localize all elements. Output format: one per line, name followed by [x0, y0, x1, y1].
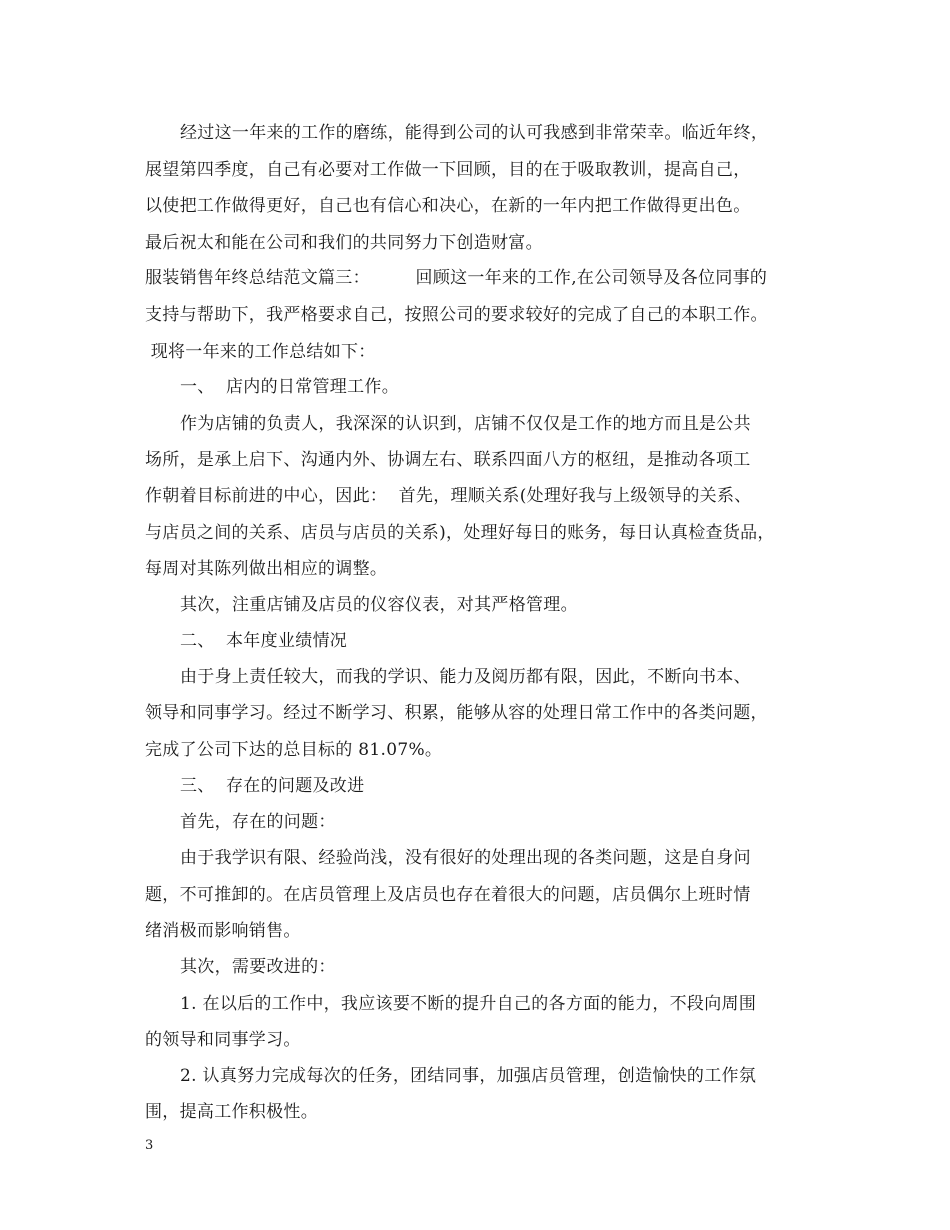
text-line: 以使把工作做得更好，自己也有信心和决心，在新的一年内把工作做得更出色。: [145, 196, 751, 216]
page-number: 3: [145, 1138, 154, 1153]
text-line: 由于身上责任较大，而我的学识、能力及阅历都有限，因此，不断向书本、: [180, 667, 751, 687]
text-line: 最后祝太和能在公司和我们的共同努力下创造财富。: [145, 233, 543, 253]
text-line: 围，提高工作积极性。: [145, 1102, 318, 1122]
text-line: 由于我学识有限、经验尚浅，没有很好的处理出现的各类问题，这是自身问: [180, 848, 751, 868]
text-line: 其次，需要改进的：: [180, 957, 336, 977]
text-line: 完成了公司下达的总目标的 81.07%。: [145, 740, 443, 760]
text-line: 其次，注重店铺及店员的仪容仪表，对其严格管理。: [180, 595, 578, 615]
text-line: 与店员之间的关系、店员与店员的关系)，处理好每日的账务，每日认真检查货品，: [145, 523, 775, 543]
text-line: 的领导和同事学习。: [145, 1030, 301, 1050]
text-line: 现将一年来的工作总结如下：: [145, 342, 376, 362]
text-line: 展望第四季度，自己有必要对工作做一下回顾，目的在于吸取教训，提高自己，: [145, 160, 751, 180]
text-line: 作朝着目标前进的中心，因此： 首先，理顺关系(处理好我与上级领导的关系、: [145, 486, 752, 506]
text-line: 首先，存在的问题：: [180, 812, 336, 832]
list-item: 2. 认真努力完成每次的任务，团结同事，加强店员管理，创造愉快的工作氛: [180, 1066, 757, 1086]
text-line: 题，不可推卸的。在店员管理上及店员也存在着很大的问题，店员偶尔上班时情: [145, 885, 751, 905]
text-line: 每周对其陈列做出相应的调整。: [145, 559, 388, 579]
text-line: 服装销售年终总结范文篇三： 回顾这一年来的工作,在公司领导及各位同事的: [145, 268, 768, 288]
text-line: 领导和同事学习。经过不断学习、积累，能够从容的处理日常工作中的各类问题，: [145, 703, 768, 723]
section-heading: 三、 存在的问题及改进: [180, 776, 365, 796]
section-heading: 一、 店内的日常管理工作。: [180, 377, 400, 397]
text-line: 经过这一年来的工作的磨练，能得到公司的认可我感到非常荣幸。临近年终，: [180, 123, 769, 143]
text-line: 绪消极而影响销售。: [145, 921, 301, 941]
list-item: 1. 在以后的工作中，我应该要不断的提升自己的各方面的能力，不段向周围: [180, 994, 757, 1014]
section-heading: 二、 本年度业绩情况: [180, 631, 348, 651]
text-line: 场所，是承上启下、沟通内外、协调左右、联系四面八方的枢纽，是推动各项工: [145, 450, 751, 470]
text-line: 作为店铺的负责人，我深深的认识到，店铺不仅仅是工作的地方而且是公共: [180, 414, 751, 434]
text-line: 支持与帮助下，我严格要求自己，按照公司的要求较好的完成了自己的本职工作。: [145, 305, 768, 325]
